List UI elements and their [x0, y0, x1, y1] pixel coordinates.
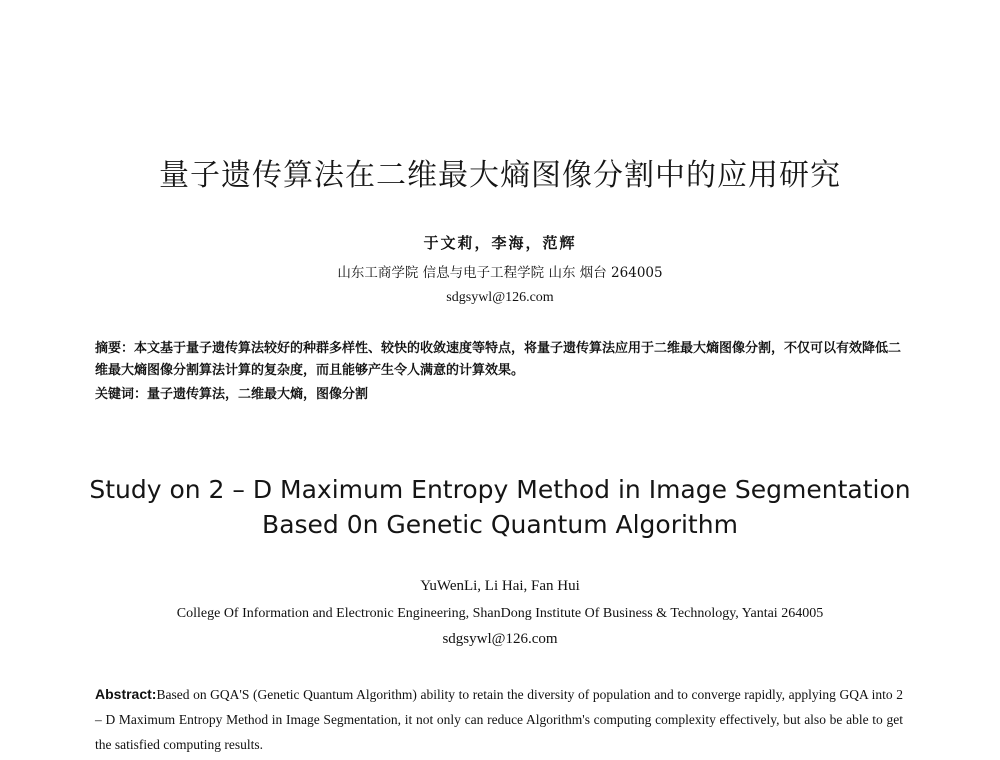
chinese-abstract-text: 本文基于量子遗传算法较好的种群多样性、较快的收敛速度等特点，将量子遗传算法应用于二维最大熵图像分割，不仅可以有效降低二维最大熵图像分割算法计算的复杂度，而且能够产生令人满意的计算效果。: [95, 341, 902, 378]
chinese-abstract-label: 摘要：: [95, 341, 135, 356]
chinese-authors: 于文莉，李海，范辉: [423, 234, 577, 252]
english-abstract-label: Abstract:: [95, 686, 157, 702]
english-abstract-text: Based on GQA'S (Genetic Quantum Algorithm) ability to retain the diversity of population and to converge rapidly, applying GQA into 2 – D Maximum Entropy Method in Image Segmentation, it not only can reduce Algorithm's computing complexity effectively, but also be able to get the satisfied computing results.: [95, 687, 903, 752]
chinese-abstract: [95, 338, 905, 382]
english-affiliation: College Of Information and Electronic Engineering, ShanDong Institute Of Business & Technology, Yantai 264005: [176, 606, 824, 621]
english-authors: YuWenLi, Li Hai, Fan Hui: [420, 578, 580, 594]
chinese-keywords-text: 量子遗传算法，二维最大熵，图像分割: [147, 387, 369, 402]
english-email: sdgsywl@126.com: [442, 631, 558, 647]
chinese-email: sdgsywl@126.com: [446, 290, 554, 305]
chinese-keywords: [95, 384, 905, 406]
english-abstract: [95, 682, 903, 757]
chinese-keywords-label: 关键词：: [95, 387, 148, 402]
english-title-line2: Based 0n Genetic Quantum Algorithm: [262, 510, 738, 539]
english-title-line1: Study on 2 – D Maximum Entropy Method in Image Segmentation: [89, 475, 911, 504]
english-title: [0, 472, 1000, 542]
chinese-title: 量子遗传算法在二维最大熵图像分割中的应用研究: [159, 158, 841, 193]
chinese-affiliation: 山东工商学院 信息与电子工程学院 山东 烟台 264005: [337, 265, 663, 281]
